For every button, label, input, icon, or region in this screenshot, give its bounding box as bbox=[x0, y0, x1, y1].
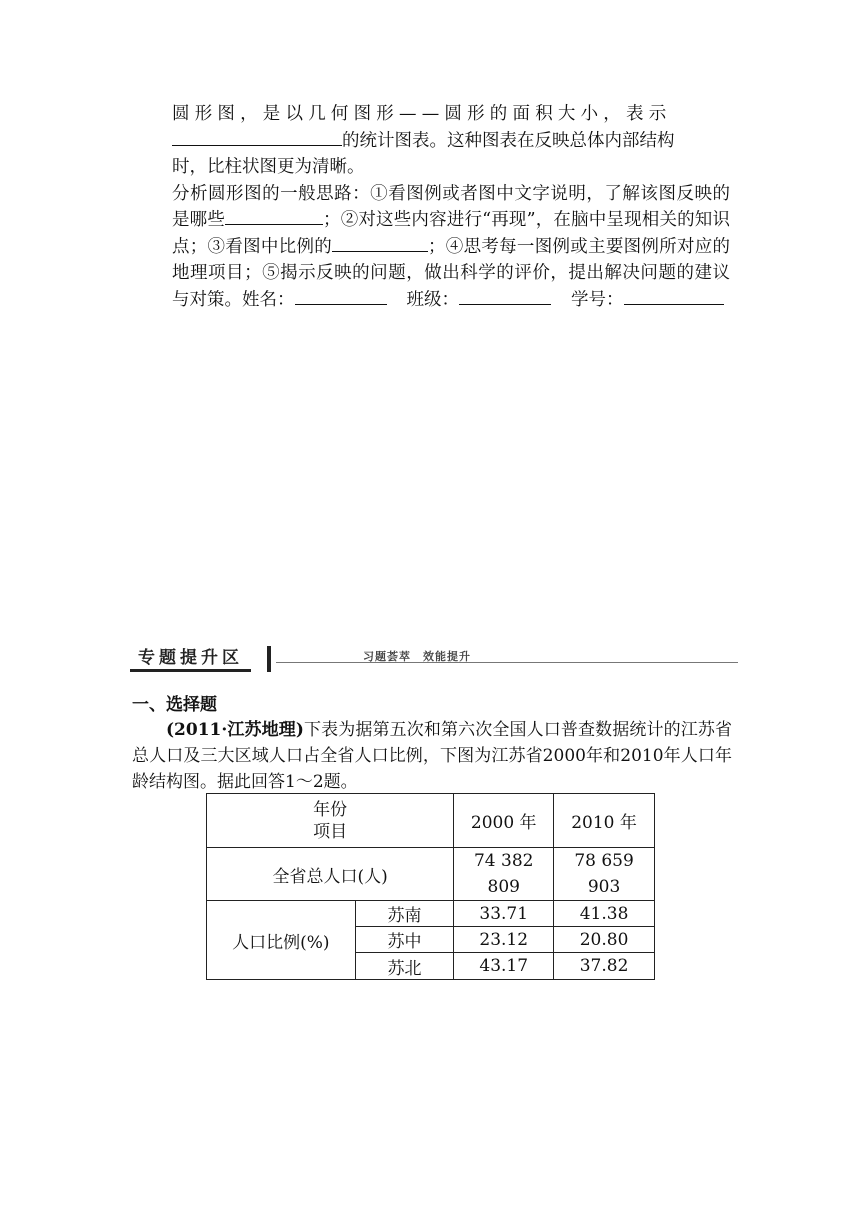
intro-line-2-text: 的统计图表。这种图表在反映总体内部结构 bbox=[342, 130, 675, 151]
value-2000-cell: 43.17 bbox=[454, 953, 554, 980]
total-2010-cell bbox=[554, 848, 655, 901]
population-ratio-label: 人口比例(%) bbox=[207, 901, 356, 980]
table-row bbox=[207, 901, 655, 927]
intro-p2-a: 分析圆形图的一般思路：①看图例或者图中文字说明，了解该图反映的是哪些 bbox=[172, 183, 730, 230]
value-2000-cell: 23.12 bbox=[454, 927, 554, 953]
question-text bbox=[132, 717, 732, 795]
question-body: 下表为据第五次和第六次全国人口普查数据统计的江苏省总人口及三大区域人口占全省人口比例，下图为江苏省2000年和2010年人口年龄结构图。据此回答1～2题。 bbox=[132, 720, 732, 792]
intro-p2-b: ；②对这些内容进行“再现”，在脑中呈现相关的知识点；③看图中比例的 bbox=[172, 210, 730, 257]
population-table bbox=[206, 793, 655, 980]
student-no-label: 学号： bbox=[571, 289, 624, 310]
intro-text bbox=[172, 101, 730, 313]
total-population-label: 全省总人口(人) bbox=[207, 848, 454, 901]
answer-blank[interactable] bbox=[172, 129, 342, 146]
answer-blank[interactable] bbox=[332, 235, 428, 252]
total-2000-cell bbox=[454, 848, 554, 901]
question-stem bbox=[132, 717, 732, 795]
value-2010-cell: 41.38 bbox=[554, 901, 655, 927]
total-2010-line2: 903 bbox=[587, 877, 621, 897]
header-item-label: 项目 bbox=[313, 821, 348, 842]
total-2010-line1: 78 659 bbox=[574, 851, 634, 871]
name-blank[interactable] bbox=[295, 288, 387, 305]
intro-line-1: 圆形图，是以几何图形——圆形的面积大小，表示 bbox=[172, 104, 672, 124]
section-header-title: 专题提升区 bbox=[130, 646, 251, 670]
col-header-2000: 2000 年 bbox=[454, 794, 554, 848]
class-label: 班级： bbox=[406, 289, 459, 310]
total-2000-line1: 74 382 bbox=[473, 851, 534, 871]
value-2010-cell: 37.82 bbox=[554, 953, 655, 980]
student-no-blank[interactable] bbox=[624, 288, 724, 305]
table-header-row bbox=[207, 794, 655, 848]
region-cell: 苏北 bbox=[355, 953, 454, 980]
intro-line-3: 时，比柱状图更为清晰。 bbox=[172, 157, 365, 177]
intro-line-2 bbox=[172, 128, 730, 155]
header-divider bbox=[267, 646, 271, 672]
header-year-label: 年份 bbox=[313, 799, 348, 820]
value-2010-cell: 20.80 bbox=[554, 927, 655, 953]
section-header-bar bbox=[130, 646, 738, 672]
region-cell: 苏南 bbox=[355, 901, 454, 927]
table-row-total bbox=[207, 848, 655, 901]
value-2000-cell: 33.71 bbox=[454, 901, 554, 927]
col-header-2010: 2010 年 bbox=[554, 794, 655, 848]
answer-blank[interactable] bbox=[225, 208, 323, 225]
header-rule bbox=[276, 662, 738, 663]
region-cell: 苏中 bbox=[355, 927, 454, 953]
section-header-subtitle: 习题荟萃 效能提升 bbox=[363, 650, 471, 663]
intro-p2-c: ；④思考每一图例或主要图例所对应的地理项目；⑤揭示反映的问题，做出科学的评价，提出解决问题的建议与对策。姓名： bbox=[172, 236, 731, 310]
total-2000-line2: 809 bbox=[487, 877, 520, 897]
section-title: 一、选择题 bbox=[132, 695, 217, 715]
class-blank[interactable] bbox=[459, 288, 551, 305]
intro-paragraph-2 bbox=[172, 181, 730, 314]
question-source: (2011·江苏地理) bbox=[166, 720, 304, 740]
table-header-corner bbox=[207, 794, 454, 848]
